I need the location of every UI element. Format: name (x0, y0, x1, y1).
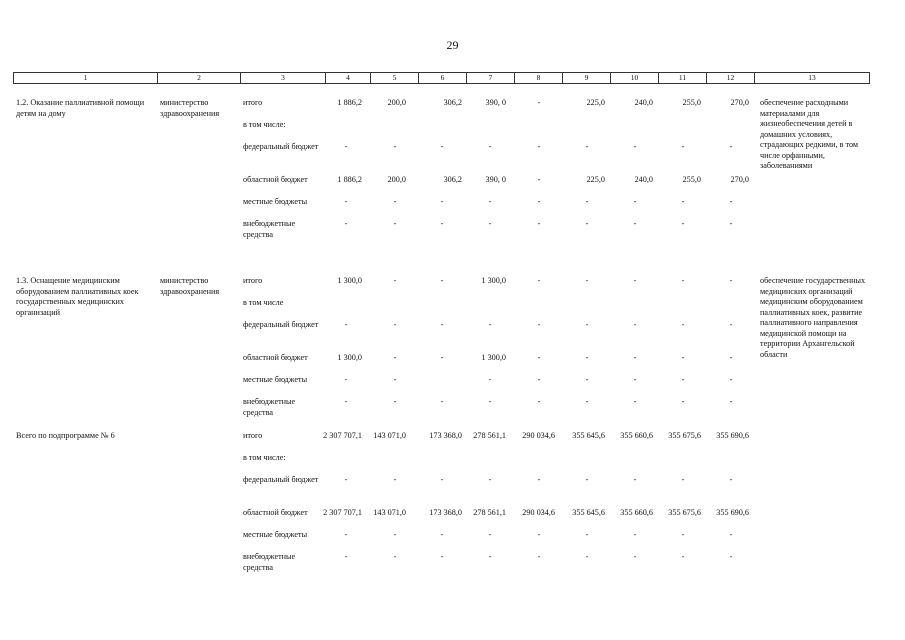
row-label: федеральный бюджет (243, 320, 319, 329)
cell-value: 355 675,6 (668, 431, 701, 440)
cell-value: - (729, 353, 733, 362)
cell-value: 240,0 (634, 175, 653, 184)
cell-value: 2 307 707,1 (323, 508, 362, 517)
cell-value: - (488, 320, 492, 329)
cell-value: 355 645,6 (572, 508, 605, 517)
cell-value: - (585, 320, 589, 329)
section-outcome: обеспечение расходными материалами для жизнеобеспечения детей в домашних условиях, страдающих редкими, в том числе орфанными, заболеваниями (760, 98, 859, 170)
row-label: внебюджетные средства (243, 552, 296, 572)
cell-value: 390, 0 (485, 98, 506, 107)
cell-value: - (633, 552, 637, 561)
cell-value: 290 034,6 (522, 508, 555, 517)
page-number: 29 (446, 38, 459, 52)
row-label: местные бюджеты (243, 375, 308, 384)
row-label: местные бюджеты (243, 197, 308, 206)
cell-value: - (393, 142, 397, 151)
cell-value: - (681, 320, 685, 329)
row-label: областной бюджет (243, 353, 308, 362)
cell-value: - (729, 142, 733, 151)
cell-value: 270,0 (730, 98, 749, 107)
cell-value: - (344, 530, 348, 539)
cell-value: - (537, 98, 541, 107)
cell-value: 143 071,0 (373, 508, 406, 517)
cell-value: 225,0 (586, 98, 605, 107)
cell-value: - (537, 530, 541, 539)
cell-value: - (681, 530, 685, 539)
cell-value: - (393, 353, 397, 362)
row-label: областной бюджет (243, 175, 308, 184)
cell-value: - (681, 353, 685, 362)
column-number: 1 (14, 73, 158, 84)
cell-value: 355 690,6 (716, 431, 749, 440)
section-outcome: обеспечение государственных медицинских организаций медицинским оборудованием паллиативных коек, развитие паллиативного направления медицинской помощи на территории Архангельской области (760, 276, 866, 359)
cell-value: - (537, 142, 541, 151)
cell-value: - (393, 219, 397, 228)
cell-value: - (440, 397, 444, 406)
cell-value: - (585, 197, 589, 206)
cell-value: 1 886,2 (337, 98, 362, 107)
cell-value: - (633, 353, 637, 362)
cell-value: - (393, 397, 397, 406)
section-title: 1.2. Оказание паллиативной помощи детям на дому (16, 98, 145, 118)
cell-value: - (681, 219, 685, 228)
cell-value: - (440, 276, 444, 285)
cell-value: 355 690,6 (716, 508, 749, 517)
cell-value: - (585, 552, 589, 561)
cell-value: - (393, 475, 397, 484)
section-executor: министерство здравоохранения (160, 276, 220, 296)
cell-value: - (393, 530, 397, 539)
cell-value: - (488, 375, 492, 384)
cell-value: 1 886,2 (337, 175, 362, 184)
cell-value: - (393, 276, 397, 285)
cell-value: - (440, 552, 444, 561)
cell-value: 306,2 (443, 98, 462, 107)
cell-value: - (440, 197, 444, 206)
section-title: Всего по подпрограмме № 6 (16, 431, 115, 440)
cell-value: - (633, 320, 637, 329)
cell-value: - (537, 475, 541, 484)
cell-value: 173 368,0 (429, 508, 462, 517)
row-label: внебюджетные средства (243, 219, 296, 239)
cell-value: - (488, 219, 492, 228)
column-number: 5 (371, 73, 419, 84)
cell-value: 270,0 (730, 175, 749, 184)
cell-value: - (344, 197, 348, 206)
cell-value: - (681, 475, 685, 484)
row-label: внебюджетные средства (243, 397, 296, 417)
cell-value: - (344, 552, 348, 561)
cell-value: 355 645,6 (572, 431, 605, 440)
cell-value: 2 307 707,1 (323, 431, 362, 440)
cell-value: 1 300,0 (481, 353, 506, 362)
cell-value: - (393, 375, 397, 384)
cell-value: - (729, 397, 733, 406)
cell-value: - (585, 142, 589, 151)
cell-value: 1 300,0 (337, 276, 362, 285)
cell-value: - (729, 375, 733, 384)
cell-value: - (633, 530, 637, 539)
cell-value: 355 660,6 (620, 431, 653, 440)
cell-value: - (440, 475, 444, 484)
column-number: 12 (707, 73, 755, 84)
column-number: 11 (659, 73, 707, 84)
cell-value: - (344, 142, 348, 151)
cell-value: - (729, 552, 733, 561)
column-number: 7 (467, 73, 515, 84)
cell-value: - (633, 219, 637, 228)
cell-value: - (537, 219, 541, 228)
cell-value: 255,0 (682, 175, 701, 184)
cell-value: - (729, 219, 733, 228)
cell-value: - (633, 276, 637, 285)
cell-value: 278 561,1 (473, 508, 506, 517)
cell-value: - (585, 530, 589, 539)
cell-value: - (440, 320, 444, 329)
cell-value: - (537, 175, 541, 184)
row-label: итого (243, 431, 263, 440)
cell-value: - (440, 142, 444, 151)
column-number: 13 (755, 73, 870, 84)
cell-value: - (585, 276, 589, 285)
cell-value: - (585, 475, 589, 484)
cell-value: - (633, 142, 637, 151)
cell-value: - (344, 375, 348, 384)
cell-value: 278 561,1 (473, 431, 506, 440)
cell-value: - (681, 397, 685, 406)
cell-value: - (488, 142, 492, 151)
cell-value: - (344, 219, 348, 228)
cell-value: - (537, 397, 541, 406)
cell-value: - (681, 552, 685, 561)
row-label: в том числе: (243, 453, 286, 462)
column-number: 10 (611, 73, 659, 84)
cell-value: 1 300,0 (481, 276, 506, 285)
row-label: итого (243, 276, 263, 285)
cell-value: - (729, 475, 733, 484)
cell-value: - (344, 397, 348, 406)
cell-value: - (681, 375, 685, 384)
row-label: федеральный бюджет (243, 142, 319, 151)
cell-value: 173 368,0 (429, 431, 462, 440)
column-number: 9 (563, 73, 611, 84)
row-label: федеральный бюджет (243, 475, 319, 484)
cell-value: - (585, 397, 589, 406)
cell-value: - (729, 320, 733, 329)
cell-value: - (393, 552, 397, 561)
cell-value: - (488, 197, 492, 206)
column-number: 4 (326, 73, 371, 84)
cell-value: - (633, 475, 637, 484)
cell-value: 255,0 (682, 98, 701, 107)
row-label: областной бюджет (243, 508, 308, 517)
cell-value: - (729, 197, 733, 206)
column-number-header (13, 72, 870, 84)
cell-value: - (537, 353, 541, 362)
cell-value: - (585, 353, 589, 362)
cell-value: - (344, 475, 348, 484)
column-number: 8 (515, 73, 563, 84)
cell-value: 355 660,6 (620, 508, 653, 517)
cell-value: - (633, 375, 637, 384)
column-number: 6 (419, 73, 467, 84)
cell-value: 240,0 (634, 98, 653, 107)
cell-value: - (537, 276, 541, 285)
cell-value: - (344, 320, 348, 329)
cell-value: - (537, 375, 541, 384)
cell-value: - (681, 197, 685, 206)
row-label: местные бюджеты (243, 530, 308, 539)
cell-value: 390, 0 (485, 175, 506, 184)
cell-value: - (488, 552, 492, 561)
section-title: 1.3. Оснащение медицинским оборудованием паллиативных коек государственных медицинских организаций (16, 276, 139, 317)
column-number: 3 (241, 73, 326, 84)
cell-value: - (537, 320, 541, 329)
cell-value: - (440, 219, 444, 228)
cell-value: - (729, 276, 733, 285)
cell-value: - (440, 353, 444, 362)
cell-value: 225,0 (586, 175, 605, 184)
row-label: в том числе: (243, 120, 286, 129)
cell-value: - (681, 276, 685, 285)
column-number: 2 (158, 73, 241, 84)
cell-value: - (633, 397, 637, 406)
row-label: итого (243, 98, 263, 107)
cell-value: - (633, 197, 637, 206)
cell-value: - (488, 475, 492, 484)
row-label: в том числе (243, 298, 284, 307)
cell-value: - (440, 530, 444, 539)
cell-value: 1 300,0 (337, 353, 362, 362)
cell-value: 355 675,6 (668, 508, 701, 517)
cell-value: - (488, 397, 492, 406)
cell-value: - (681, 142, 685, 151)
cell-value: 143 071,0 (373, 431, 406, 440)
cell-value: - (729, 530, 733, 539)
cell-value: - (537, 552, 541, 561)
section-executor: министерство здравоохранения (160, 98, 220, 118)
cell-value: 200,0 (387, 98, 406, 107)
cell-value: - (393, 197, 397, 206)
cell-value: - (585, 219, 589, 228)
cell-value: 306,2 (443, 175, 462, 184)
cell-value: - (488, 530, 492, 539)
cell-value: - (585, 375, 589, 384)
cell-value: - (537, 197, 541, 206)
cell-value: 200,0 (387, 175, 406, 184)
cell-value: 290 034,6 (522, 431, 555, 440)
cell-value: - (393, 320, 397, 329)
